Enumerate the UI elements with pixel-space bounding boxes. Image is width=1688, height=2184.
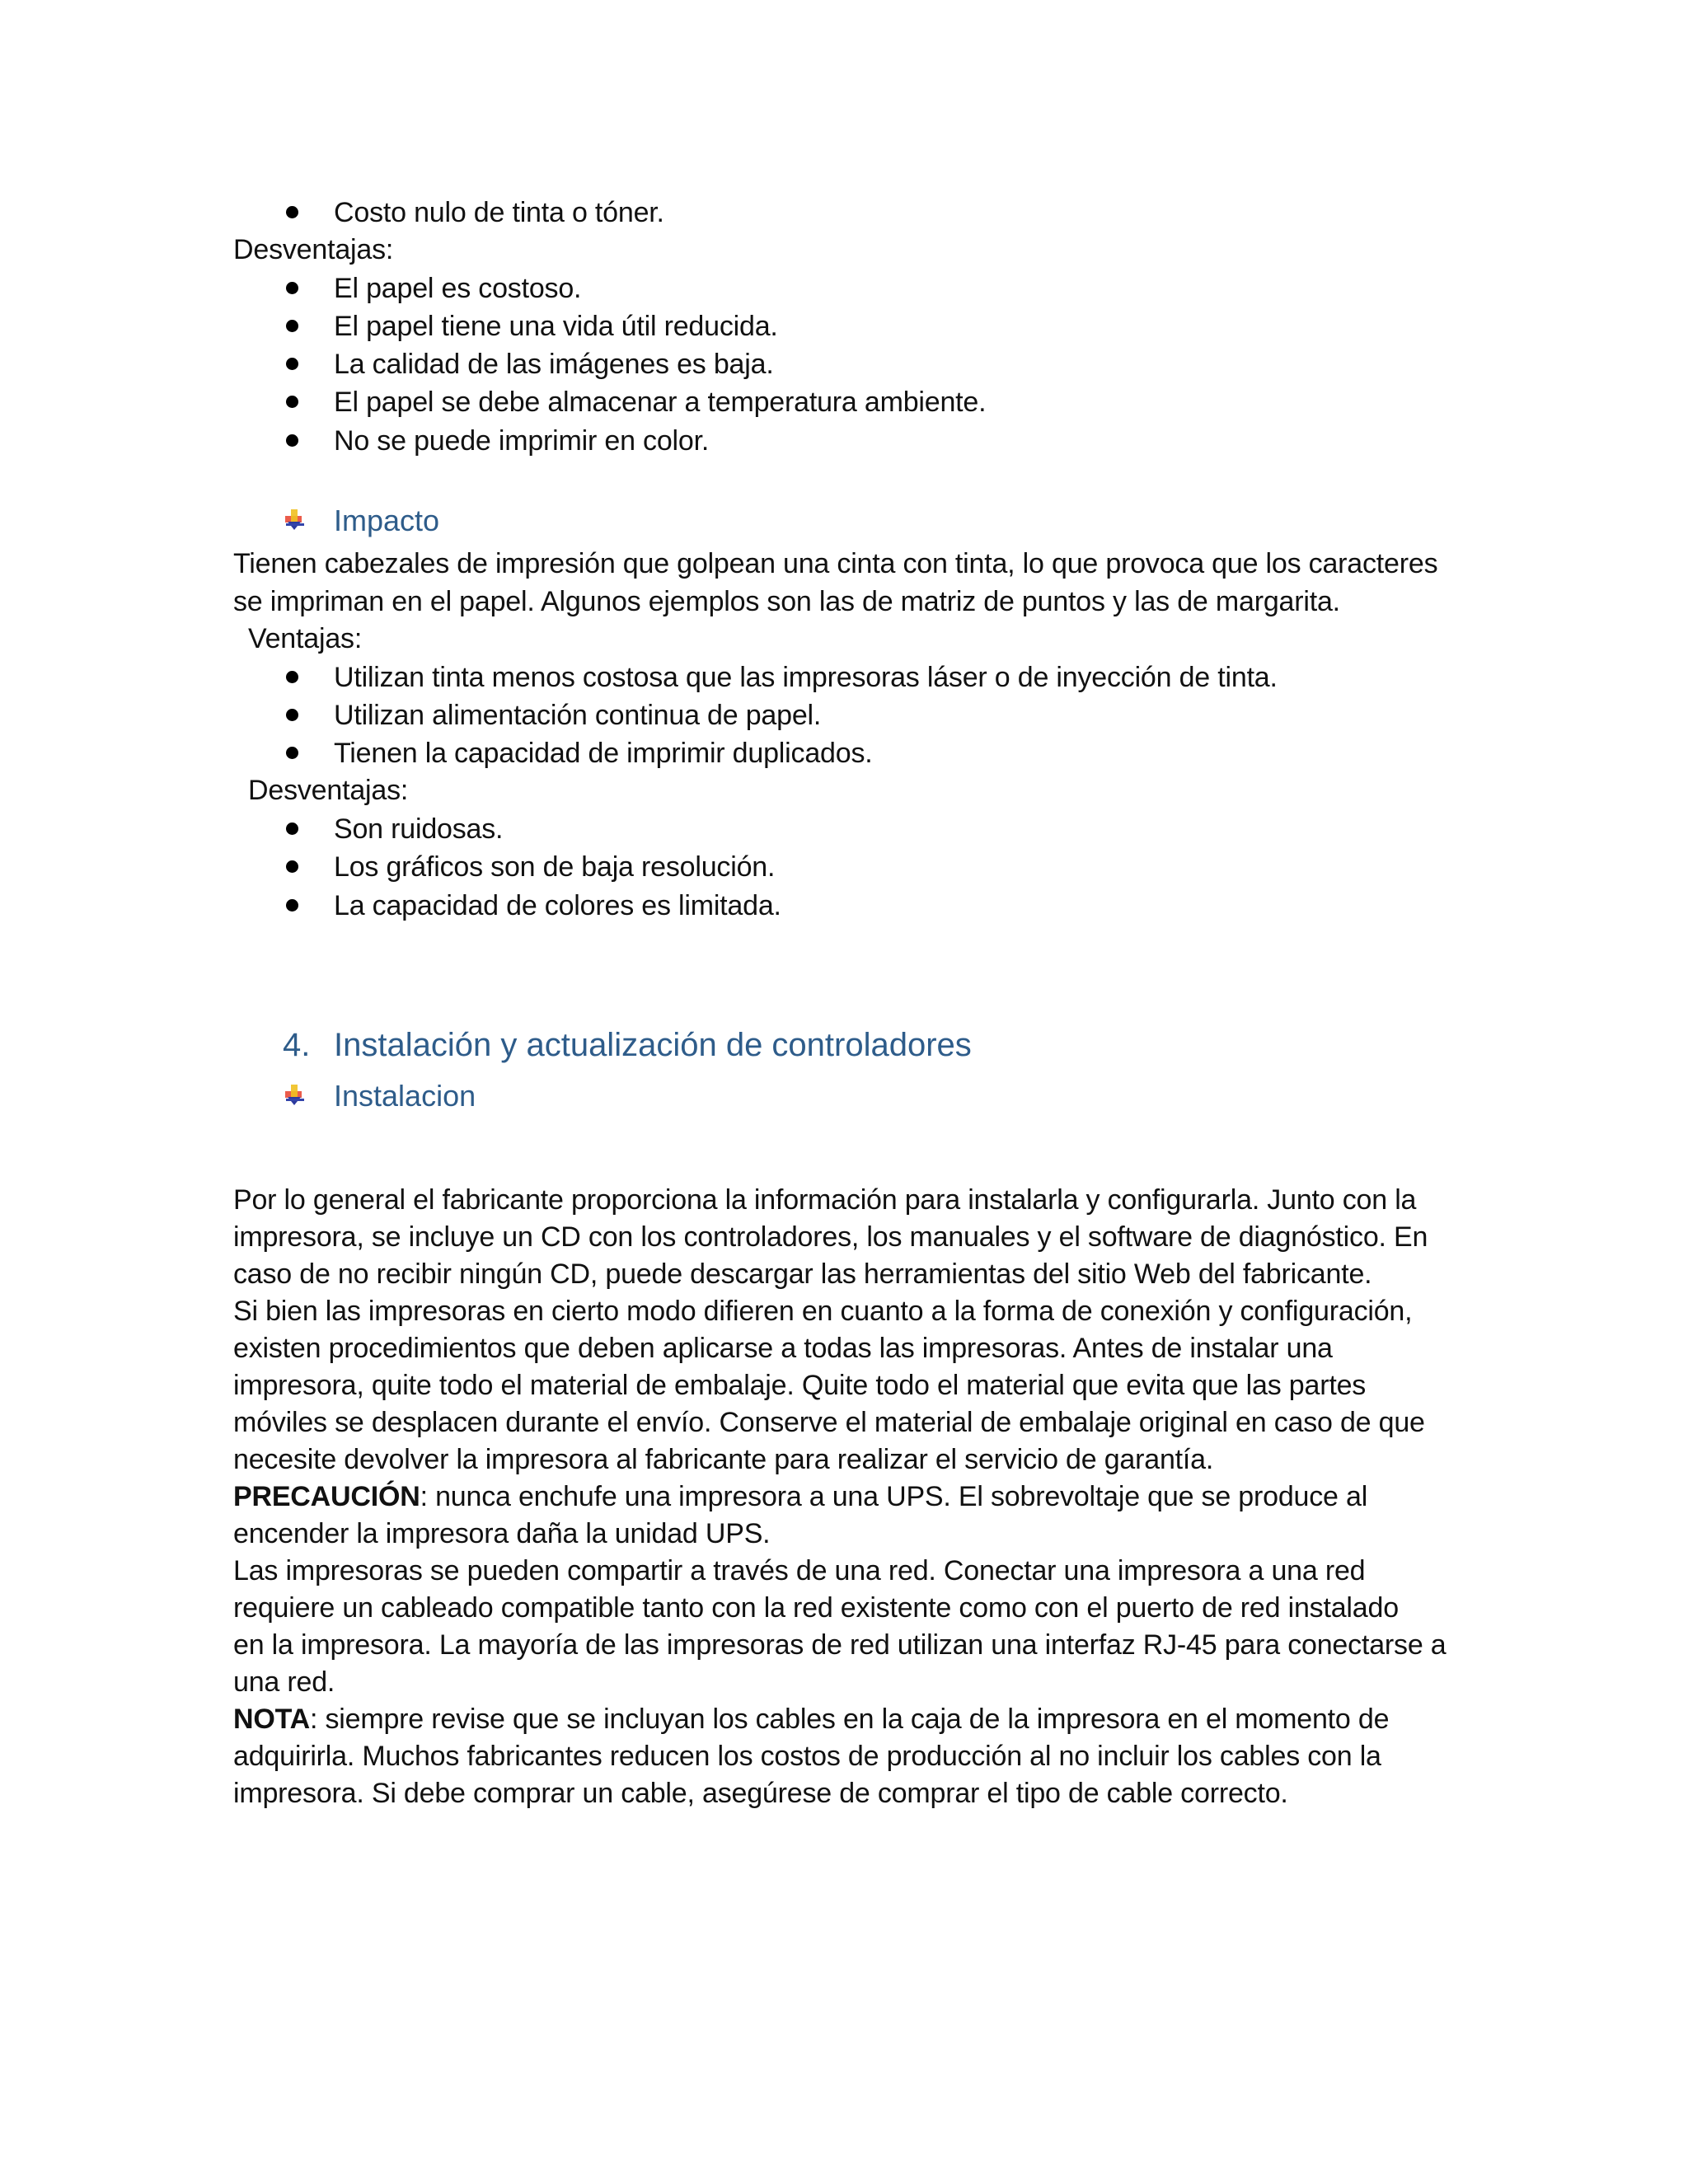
bullet-dot-icon (286, 709, 298, 721)
nota-label: NOTA (233, 1704, 310, 1735)
body-line: existen procedimientos que deben aplicarse a todas las impresoras. Antes de instalar una (233, 1333, 1333, 1364)
bullet-dot-icon (286, 860, 298, 873)
bullet-dot-icon (286, 358, 298, 370)
bullet-dot-icon (286, 747, 298, 759)
body-line: encender la impresora daña la unidad UPS. (233, 1518, 771, 1549)
body-line: impresora, quite todo el material de embalaje. Quite todo el material que evita que las partes (233, 1370, 1367, 1401)
body-line: en la impresora. La mayoría de las impresoras de red utilizan una interfaz RJ-45 para conectarse a (233, 1629, 1447, 1661)
bullet-dot-icon (286, 823, 298, 835)
arrow-bullet-icon (283, 1082, 307, 1107)
impacto-para-line: Tienen cabezales de impresión que golpean una cinta con tinta, lo que provoca que los caracteres (233, 548, 1438, 579)
bullet-dot-icon (286, 434, 298, 447)
body-line: Por lo general el fabricante proporciona la información para instalarla y configurarla. Junto con la (233, 1184, 1417, 1216)
bullet-dot-icon (286, 282, 298, 294)
body-line: impresora. Si debe comprar un cable, asegúrese de comprar el tipo de cable correcto. (233, 1778, 1288, 1809)
bullet-dot-icon (286, 899, 298, 912)
body-line: adquirirla. Muchos fabricantes reducen los costos de producción al no incluir los cables con la (233, 1741, 1381, 1772)
document-page: Costo nulo de tinta o tóner. Desventajas: El papel es costoso. El papel tiene una vida útil reducida. La calidad de las imágenes es baja. El papel se debe almacenar a temperatura ambiente. No se puede imprimir en color. Impacto Tienen cabezales de impresión que golpean una cinta con tinta, lo que provoca que los caracteres se impriman en el papel. Algunos ejemplos son las de matriz de puntos y las de margarita. Ventajas: Utilizan tinta menos costosa que las impresoras láser o de inyección de tinta. Utilizan alimentación continua de papel. Tienen la capacidad de imprimir duplicados. Desventajas: Son ruidosas. Los gráficos son de baja resolución. La capacidad de colores es limitada. 4. Instalación y actualización de controladores Instalacion Por lo general el fabricante proporciona la información para instalarla y configurarla. Junto con la impresora, se incluye un CD con los controladores, los manuales y el software de diagnóstico. En caso de no recibir ningún CD, puede descargar las herramientas del sitio Web del fabricante. Si bien las impresoras en cierto modo difieren en cuanto a la forma de conexión y configuración, existen procedimientos que deben aplicarse a todas las impresoras. Antes de instalar una impresora, quite todo el material de embalaje. Quite todo el material que evita que las partes móviles se desplacen durante el envío. Conserve el material de embalaje original en caso de que necesite devolver la impresora al fabricante para realizar el servicio de garantía. PRECAUCIÓN: nunca enchufe una impresora a una UPS. El sobrevoltaje que se produce al encender la impresora daña la unidad UPS. Las impresoras se pueden compartir a través de una red. Conectar una impresora a una red requiere un cableado compatible tanto con la red existente como con el puerto de red instalado en la impresora. La mayoría de las impresoras de red utilizan una interfaz RJ-45 para conectarse a una red. NOTA: siempre revise que se incluyan los cables en la caja de la impresora en el momento de adquirirla. Muchos fabricantes reducen los costos de producción al no incluir los cables con la impresora. Si debe comprar un cable, asegúrese de comprar el tipo de cable correcto. (0, 0, 1688, 2184)
desventajas-label: Desventajas: (248, 775, 409, 806)
bullet-dot-icon (286, 320, 298, 332)
precaucion-label: PRECAUCIÓN (233, 1481, 420, 1512)
bullet-dot-icon (286, 396, 298, 408)
body-line: Las impresoras se pueden compartir a través de una red. Conectar una impresora a una red (233, 1555, 1366, 1586)
impacto-para-line: se impriman en el papel. Algunos ejemplos son las de matriz de puntos y las de margarita. (233, 586, 1340, 617)
bullet-dot-icon (286, 671, 298, 683)
impacto-heading: Impacto (233, 502, 975, 540)
nota-line: NOTA: siempre revise que se incluyan los cables en la caja de la impresora en el momento de (233, 1704, 1390, 1735)
body-line: Si bien las impresoras en cierto modo difieren en cuanto a la forma de conexión y configuración, (233, 1296, 1413, 1327)
body-line: necesite devolver la impresora al fabricante para realizar el servicio de garantía. (233, 1444, 1214, 1475)
body-line: una red. (233, 1666, 335, 1698)
instalacion-heading: Instalacion (233, 1077, 975, 1115)
body-line: impresora, se incluye un CD con los controladores, los manuales y el software de diagnóstico. En (233, 1221, 1428, 1253)
body-line: móviles se desplacen durante el envío. Conserve el material de embalaje original en caso de que (233, 1407, 1425, 1438)
body-line: requiere un cableado compatible tanto con la red existente como con el puerto de red instalado (233, 1592, 1399, 1624)
body-line: caso de no recibir ningún CD, puede descargar las herramientas del sitio Web del fabricante. (233, 1258, 1372, 1290)
section-4-heading: 4. Instalación y actualización de controladores (283, 1027, 972, 1063)
precaucion-line: PRECAUCIÓN: nunca enchufe una impresora a una UPS. El sobrevoltaje que se produce al (233, 1481, 1368, 1512)
bullet-dot-icon (286, 206, 298, 218)
arrow-bullet-icon (283, 507, 307, 532)
desventajas-label: Desventajas: (233, 234, 394, 265)
ventajas-label: Ventajas: (248, 623, 363, 654)
